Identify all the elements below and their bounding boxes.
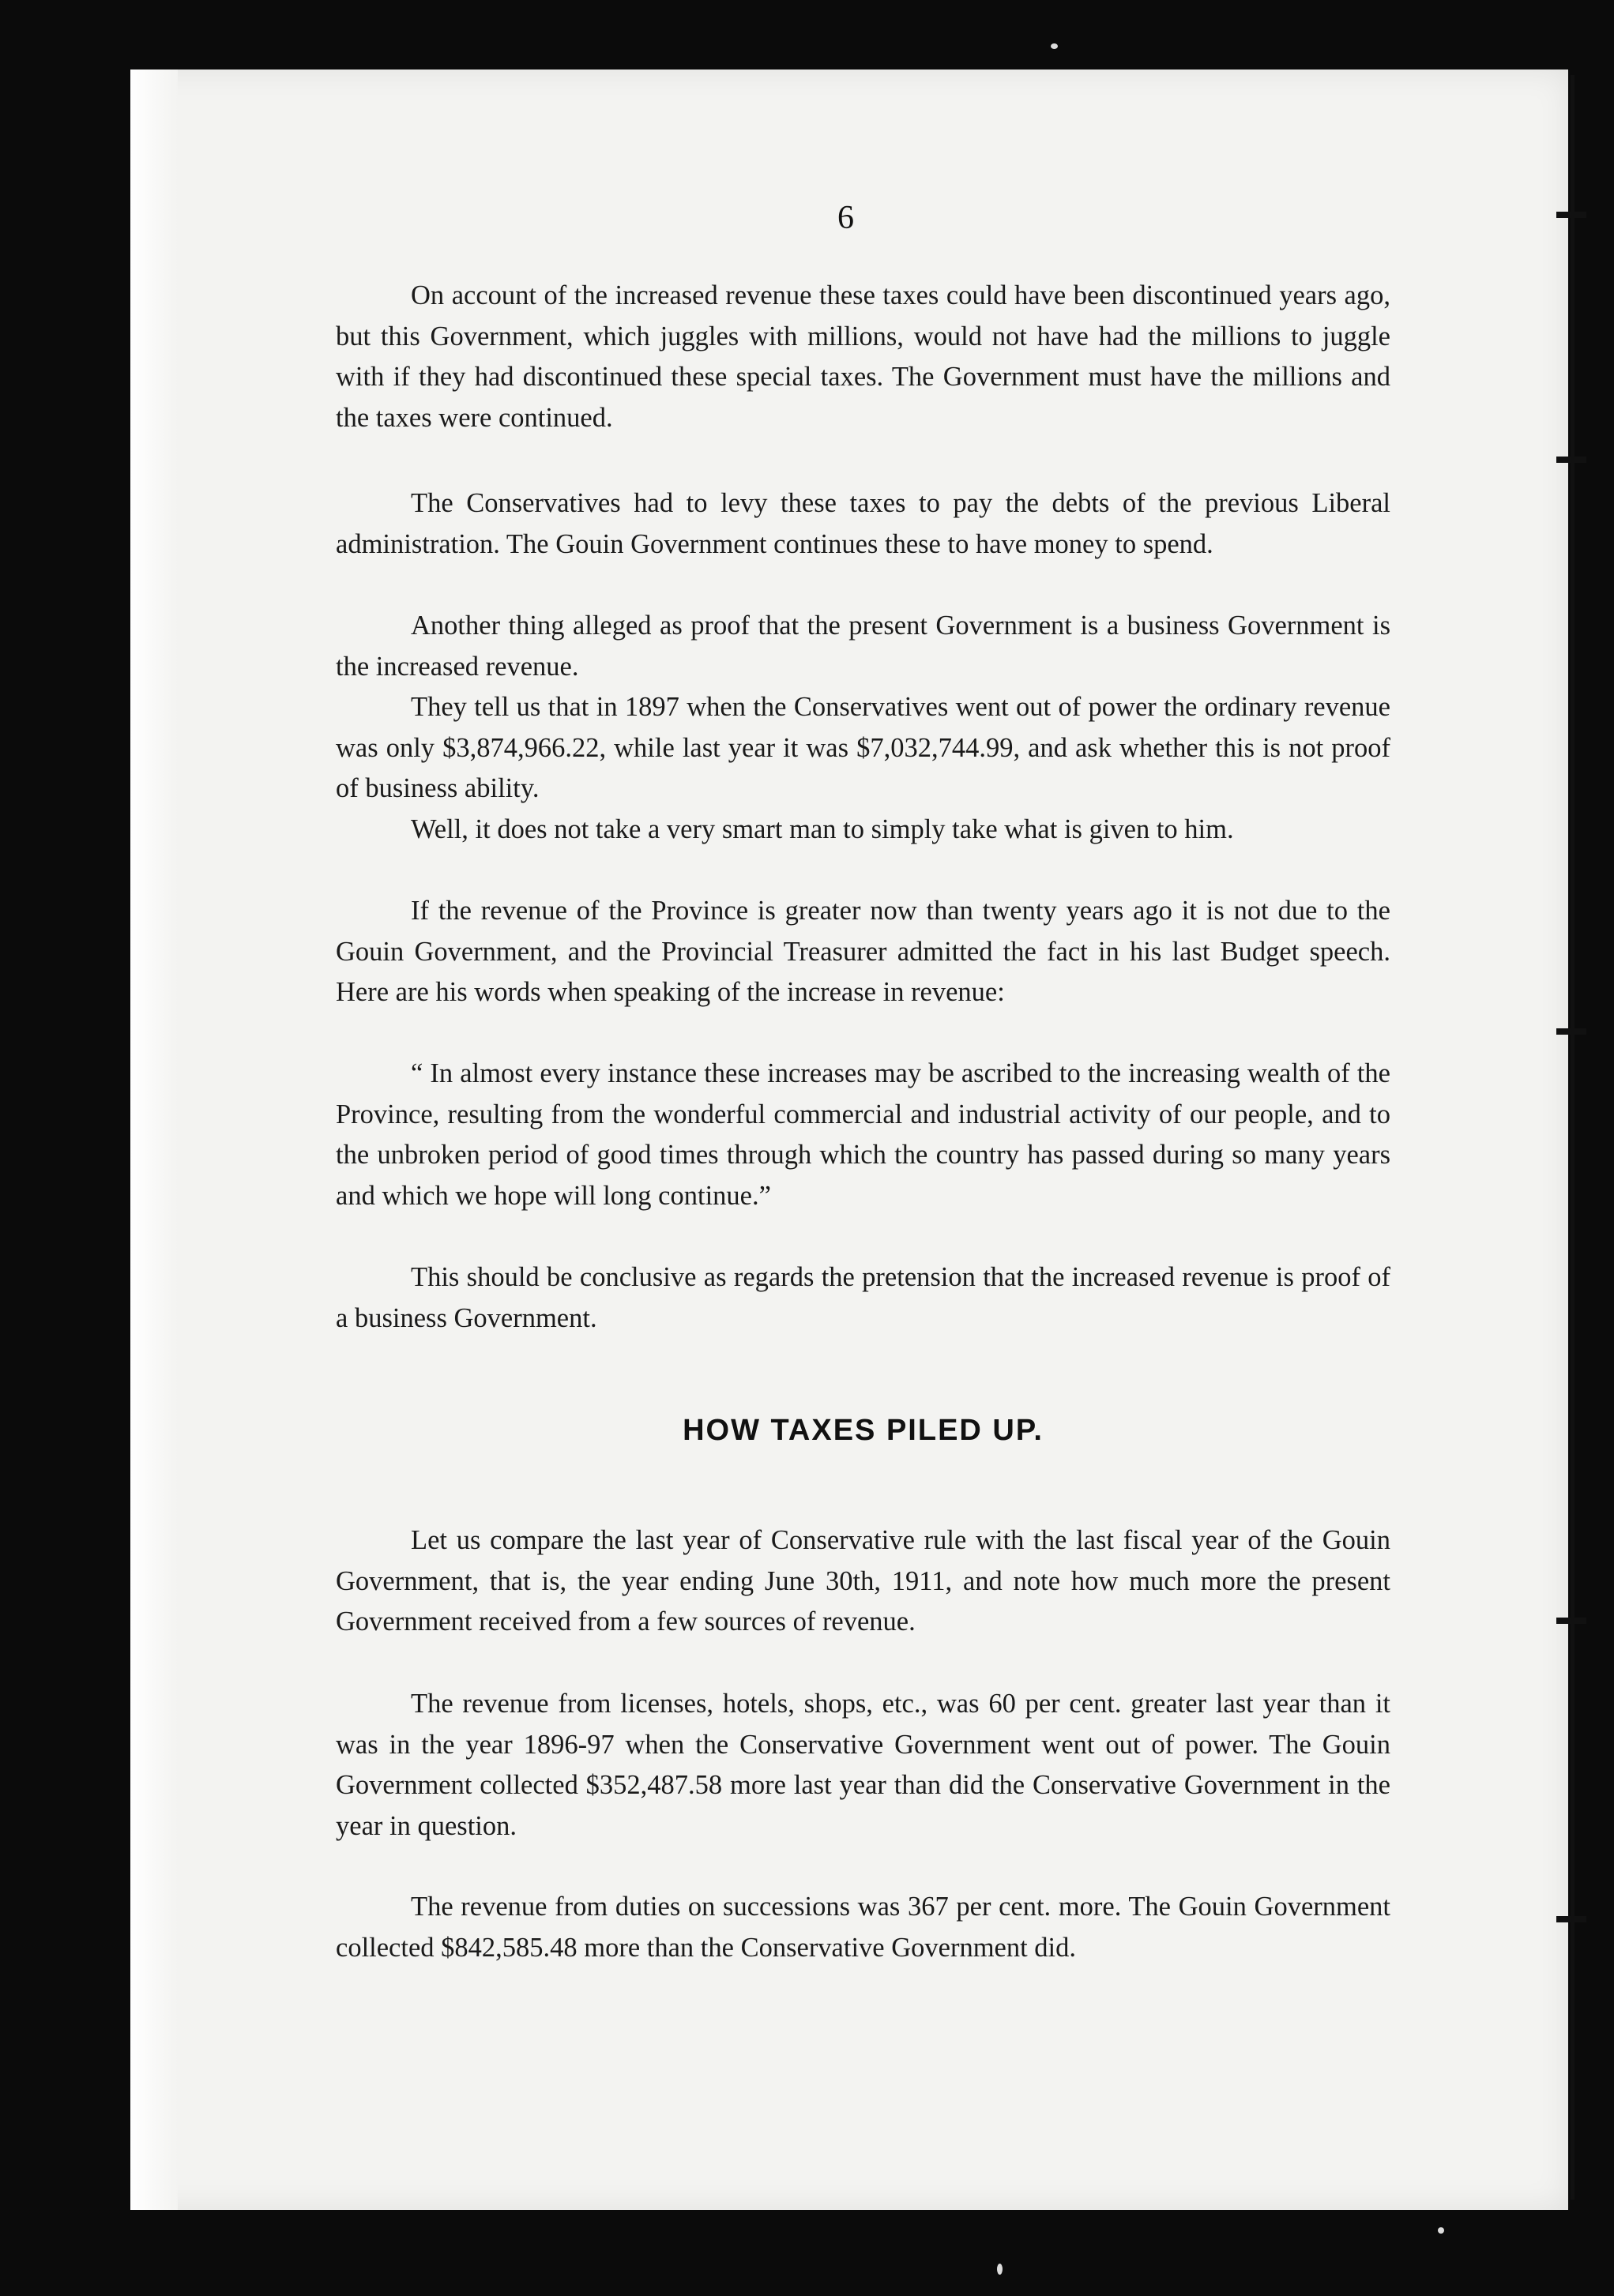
binding-mark xyxy=(1556,457,1586,463)
section-heading: HOW TAXES PILED UP. xyxy=(683,1414,1044,1447)
binding-mark xyxy=(1556,212,1586,218)
scan-speck xyxy=(1438,2227,1444,2234)
paragraph: They tell us that in 1897 when the Conservatives went out of power the ordinary revenue was only $3,874,966.22, while last year it was $7,032,744.99, and ask whether this is not proof of business ability. xyxy=(336,692,1390,803)
scan-speck xyxy=(997,2264,1003,2275)
binding-mark xyxy=(1556,1916,1586,1922)
paragraph: On account of the increased revenue these taxes could have been discontinued years ago, but this Government, which juggles with millions, would not have had the millions to juggle with if they had discontinued these special taxes. The Government must have the millions and the taxes were continued. xyxy=(336,280,1390,433)
paragraph: The revenue from licenses, hotels, shops, etc., was 60 per cent. greater last year than it was in the year 1896-97 when the Conservative Government went out of power. The Gouin Government collected $352,487.58 more last year than did the Conservative Government in the year in question. xyxy=(336,1689,1390,1841)
paragraph: If the revenue of the Province is greater now than twenty years ago it is not due to the Gouin Government, and the Provincial Treasurer admitted the fact in his last Budget speech. Here are his words when speaking of the increase in revenue: xyxy=(336,896,1390,1007)
paragraph: Let us compare the last year of Conservative rule with the last fiscal year of the Gouin Government, that is, the year ending June 30th, 1911, and note how much more the present Government received from a few sources of revenue. xyxy=(336,1525,1390,1637)
binding-edge xyxy=(1571,75,1574,2200)
paragraph: The Conservatives had to levy these taxes to pay the debts of the previous Liberal administration. The Gouin Government continues these to have money to spend. xyxy=(336,488,1390,559)
scan-speck xyxy=(1051,43,1058,49)
paragraph: Another thing alleged as proof that the present Government is a business Government is the increased revenue. xyxy=(336,611,1390,682)
quotation: “ In almost every instance these increases may be ascribed to the increasing wealth of the Province, resulting from the wonderful commercial and industrial activity of our people, and to the unbroken period of good times through which the country has passed during so many years and which we hope will long continue.” xyxy=(336,1058,1390,1211)
paragraph: The revenue from duties on successions was 367 per cent. more. The Gouin Government collected $842,585.48 more than the Conservative Government did. xyxy=(336,1892,1390,1963)
paragraph: Well, it does not take a very smart man to simply take what is given to him. xyxy=(411,814,1234,844)
page-edge xyxy=(130,70,178,2210)
paragraph: This should be conclusive as regards the pretension that the increased revenue is proof of a business Government. xyxy=(336,1262,1390,1333)
page-number: 6 xyxy=(837,200,854,236)
binding-mark xyxy=(1556,1028,1586,1035)
binding-mark xyxy=(1556,1618,1586,1624)
